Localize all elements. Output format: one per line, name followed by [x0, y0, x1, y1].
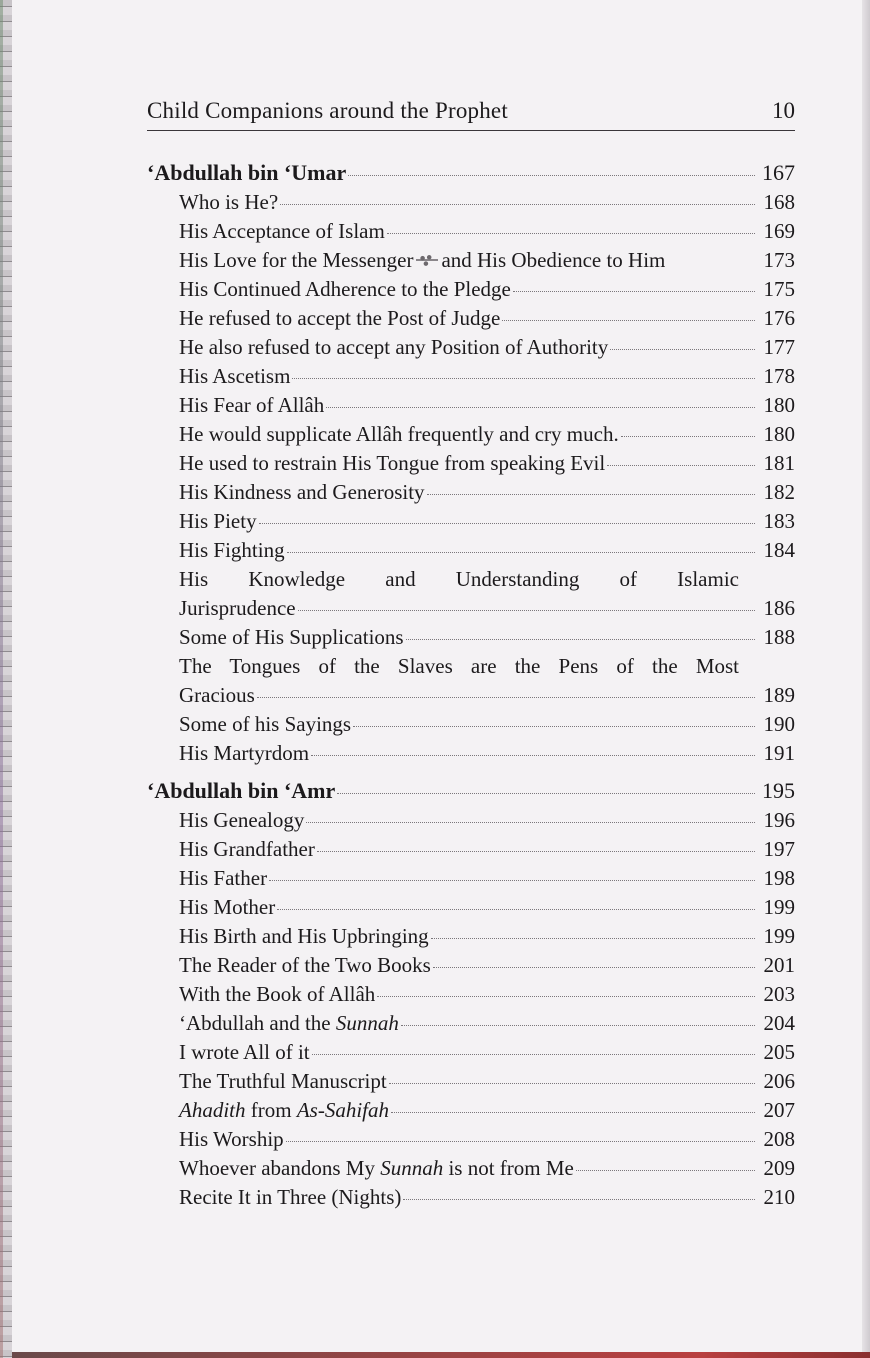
entry-page: 207 — [763, 1098, 795, 1122]
toc-entry[interactable] — [147, 275, 795, 304]
entry-label: His Grandfather — [179, 837, 315, 861]
entry-label: His Father — [179, 866, 268, 890]
toc-entry[interactable] — [147, 1009, 795, 1038]
toc-entry[interactable] — [147, 333, 795, 362]
dot-leader — [576, 1170, 755, 1171]
entry-page: 196 — [763, 808, 795, 832]
entry-label-italic: Sunnah — [335, 1011, 399, 1035]
entry-page: 169 — [763, 219, 795, 243]
entry-label: The Truthful Manuscript — [179, 1069, 387, 1093]
dot-leader — [287, 552, 755, 553]
toc-entry-line2[interactable] — [147, 594, 795, 623]
entry-label: Some of His Supplications — [179, 625, 404, 649]
toc-entry[interactable] — [147, 1183, 795, 1212]
toc-entry[interactable] — [147, 980, 795, 1009]
dot-leader — [433, 967, 755, 968]
toc-entry[interactable] — [147, 478, 795, 507]
entry-page: 199 — [763, 895, 795, 919]
entry-label: His Mother — [179, 895, 276, 919]
entry-page: 184 — [763, 538, 795, 562]
toc-entry[interactable] — [147, 246, 795, 275]
entry-label: His Knowledge and Understanding of Islamic — [179, 567, 739, 591]
entry-label — [179, 1096, 389, 1125]
entry-label: His Acceptance of Islam — [179, 219, 385, 243]
entry-label-start: ‘Abdullah and the — [179, 1011, 331, 1035]
dot-leader — [406, 639, 755, 640]
entry-page: 205 — [763, 1040, 795, 1064]
dot-leader — [259, 523, 755, 524]
entry-label — [179, 1154, 574, 1183]
dot-leader — [431, 938, 755, 939]
entry-label-italic: Sunnah — [380, 1156, 444, 1180]
toc-section-abdullah-bin-amr[interactable] — [147, 776, 795, 806]
toc-entry[interactable] — [147, 420, 795, 449]
entry-page: 176 — [763, 306, 795, 330]
entry-page: 186 — [763, 596, 795, 620]
dot-leader — [502, 320, 755, 321]
toc-entry[interactable] — [147, 362, 795, 391]
entry-label: His Kindness and Generosity — [179, 480, 425, 504]
entry-label — [179, 1009, 399, 1038]
entry-label: He would supplicate Allâh frequently and cry much. — [179, 422, 619, 446]
entry-label: His Fear of Allâh — [179, 393, 325, 417]
section-page: 195 — [762, 778, 795, 803]
dot-leader — [312, 1054, 755, 1055]
running-header — [147, 96, 795, 131]
dot-leader — [389, 1083, 755, 1084]
section-page: 167 — [762, 160, 795, 185]
dot-leader — [326, 407, 755, 408]
dot-leader — [353, 726, 755, 727]
entry-label: With the Book of Allâh — [179, 982, 376, 1006]
entry-page: 199 — [763, 924, 795, 948]
dot-leader — [257, 697, 755, 698]
entry-label: His Genealogy — [179, 808, 305, 832]
entry-label: His Ascetism — [179, 364, 291, 388]
toc-entry[interactable] — [147, 951, 795, 980]
toc-entry[interactable] — [147, 739, 795, 768]
entry-label-end: is not from Me — [448, 1156, 574, 1180]
entry-page: 178 — [763, 364, 795, 388]
toc-entry-line1[interactable] — [147, 652, 795, 681]
entry-page: 208 — [763, 1127, 795, 1151]
toc-entry[interactable] — [147, 1125, 795, 1154]
entry-page: 175 — [763, 277, 795, 301]
section-title: ‘Abdullah bin ‘Amr — [147, 778, 336, 803]
entry-label-middle: from — [250, 1098, 292, 1122]
dot-leader — [427, 494, 755, 495]
entry-page: 180 — [763, 422, 795, 446]
entry-label: Recite It in Three (Nights) — [179, 1185, 402, 1209]
toc-entry[interactable] — [147, 1067, 795, 1096]
entry-label: Who is He? — [179, 190, 279, 214]
toc-entry[interactable] — [147, 1154, 795, 1183]
toc-entry[interactable] — [147, 1096, 795, 1125]
entry-label: I wrote All of it — [179, 1040, 310, 1064]
entry-page: 180 — [763, 393, 795, 417]
entry-label-continued: Gracious — [179, 683, 255, 707]
entry-label: His Piety — [179, 509, 257, 533]
entry-label: The Reader of the Two Books — [179, 953, 431, 977]
entry-page: 173 — [763, 248, 795, 272]
toc-entry-line1[interactable] — [147, 565, 795, 594]
dot-leader — [377, 996, 755, 997]
entry-label: The Tongues of the Slaves are the Pens of the Most — [179, 654, 739, 678]
toc-entry[interactable] — [147, 217, 795, 246]
entry-label-italic-2: As-Sahifah — [296, 1098, 389, 1122]
entry-page: 203 — [763, 982, 795, 1006]
toc-entry[interactable] — [147, 922, 795, 951]
dot-leader — [286, 1141, 755, 1142]
entry-label: His Fighting — [179, 538, 285, 562]
entry-label: Some of his Sayings — [179, 712, 352, 736]
entry-page: 181 — [763, 451, 795, 475]
dot-leader — [348, 175, 755, 176]
entry-label — [179, 246, 665, 275]
entry-page: 210 — [763, 1185, 795, 1209]
toc-entry[interactable] — [147, 710, 795, 739]
entry-page: 182 — [763, 480, 795, 504]
dot-leader — [280, 204, 755, 205]
entry-page: 189 — [763, 683, 795, 707]
toc-section-abdullah-bin-umar[interactable] — [147, 158, 795, 188]
toc-entry[interactable] — [147, 188, 795, 217]
entry-label: He used to restrain His Tongue from speaking Evil — [179, 451, 606, 475]
entry-label-start: His Love for the Messenger — [179, 248, 414, 272]
dot-leader — [391, 1112, 755, 1113]
entry-label: He refused to accept the Post of Judge — [179, 306, 501, 330]
page-right-edge — [862, 0, 870, 1358]
toc-entry[interactable] — [147, 536, 795, 565]
toc-entry-line2[interactable] — [147, 681, 795, 710]
entry-page: 198 — [763, 866, 795, 890]
dot-leader — [513, 291, 755, 292]
binding-edge — [0, 0, 3, 1358]
page-number: 10 — [772, 98, 795, 123]
toc-entry[interactable] — [147, 304, 795, 333]
toc-entry[interactable] — [147, 623, 795, 652]
toc-entry[interactable] — [147, 507, 795, 536]
dot-leader — [337, 793, 755, 794]
section-title: ‘Abdullah bin ‘Umar — [147, 160, 347, 185]
entry-label: His Martyrdom — [179, 741, 310, 765]
dot-leader — [621, 436, 755, 437]
toc-entry[interactable] — [147, 391, 795, 420]
cover-bottom-edge — [12, 1352, 870, 1358]
entry-page: 197 — [763, 837, 795, 861]
table-of-contents — [147, 158, 795, 1212]
toc-entry[interactable] — [147, 449, 795, 478]
salutation-calligraphy-icon — [416, 251, 438, 269]
dot-leader — [292, 378, 755, 379]
entry-page: 201 — [763, 953, 795, 977]
dot-leader — [311, 755, 755, 756]
book-title: Child Companions around the Prophet — [147, 98, 508, 123]
entry-page: 188 — [763, 625, 795, 649]
toc-entry[interactable] — [147, 864, 795, 893]
toc-entry[interactable] — [147, 835, 795, 864]
dot-leader — [607, 465, 755, 466]
dot-leader — [306, 822, 755, 823]
dot-leader — [387, 233, 755, 234]
entry-page: 209 — [763, 1156, 795, 1180]
entry-label: He also refused to accept any Position of Authority — [179, 335, 609, 359]
entry-label-italic: Ahadith — [179, 1098, 246, 1122]
dot-leader — [610, 349, 755, 350]
entry-page: 190 — [763, 712, 795, 736]
entry-label: His Birth and His Upbringing — [179, 924, 429, 948]
dot-leader — [317, 851, 755, 852]
entry-label: His Worship — [179, 1127, 284, 1151]
dot-leader — [277, 909, 755, 910]
entry-page: 191 — [763, 741, 795, 765]
entry-page: 177 — [763, 335, 795, 359]
entry-label-end: and His Obedience to Him — [441, 248, 666, 272]
dot-leader — [403, 1199, 755, 1200]
dot-leader — [269, 880, 755, 881]
entry-page: 206 — [763, 1069, 795, 1093]
toc-entry[interactable] — [147, 893, 795, 922]
toc-entry[interactable] — [147, 806, 795, 835]
toc-entry[interactable] — [147, 1038, 795, 1067]
entry-page: 183 — [763, 509, 795, 533]
entry-label-continued: Jurisprudence — [179, 596, 296, 620]
entry-label: His Continued Adherence to the Pledge — [179, 277, 511, 301]
dot-leader — [298, 610, 755, 611]
entry-label-start: Whoever abandons My — [179, 1156, 375, 1180]
entry-page: 204 — [763, 1011, 795, 1035]
entry-page: 168 — [763, 190, 795, 214]
dot-leader — [401, 1025, 755, 1026]
